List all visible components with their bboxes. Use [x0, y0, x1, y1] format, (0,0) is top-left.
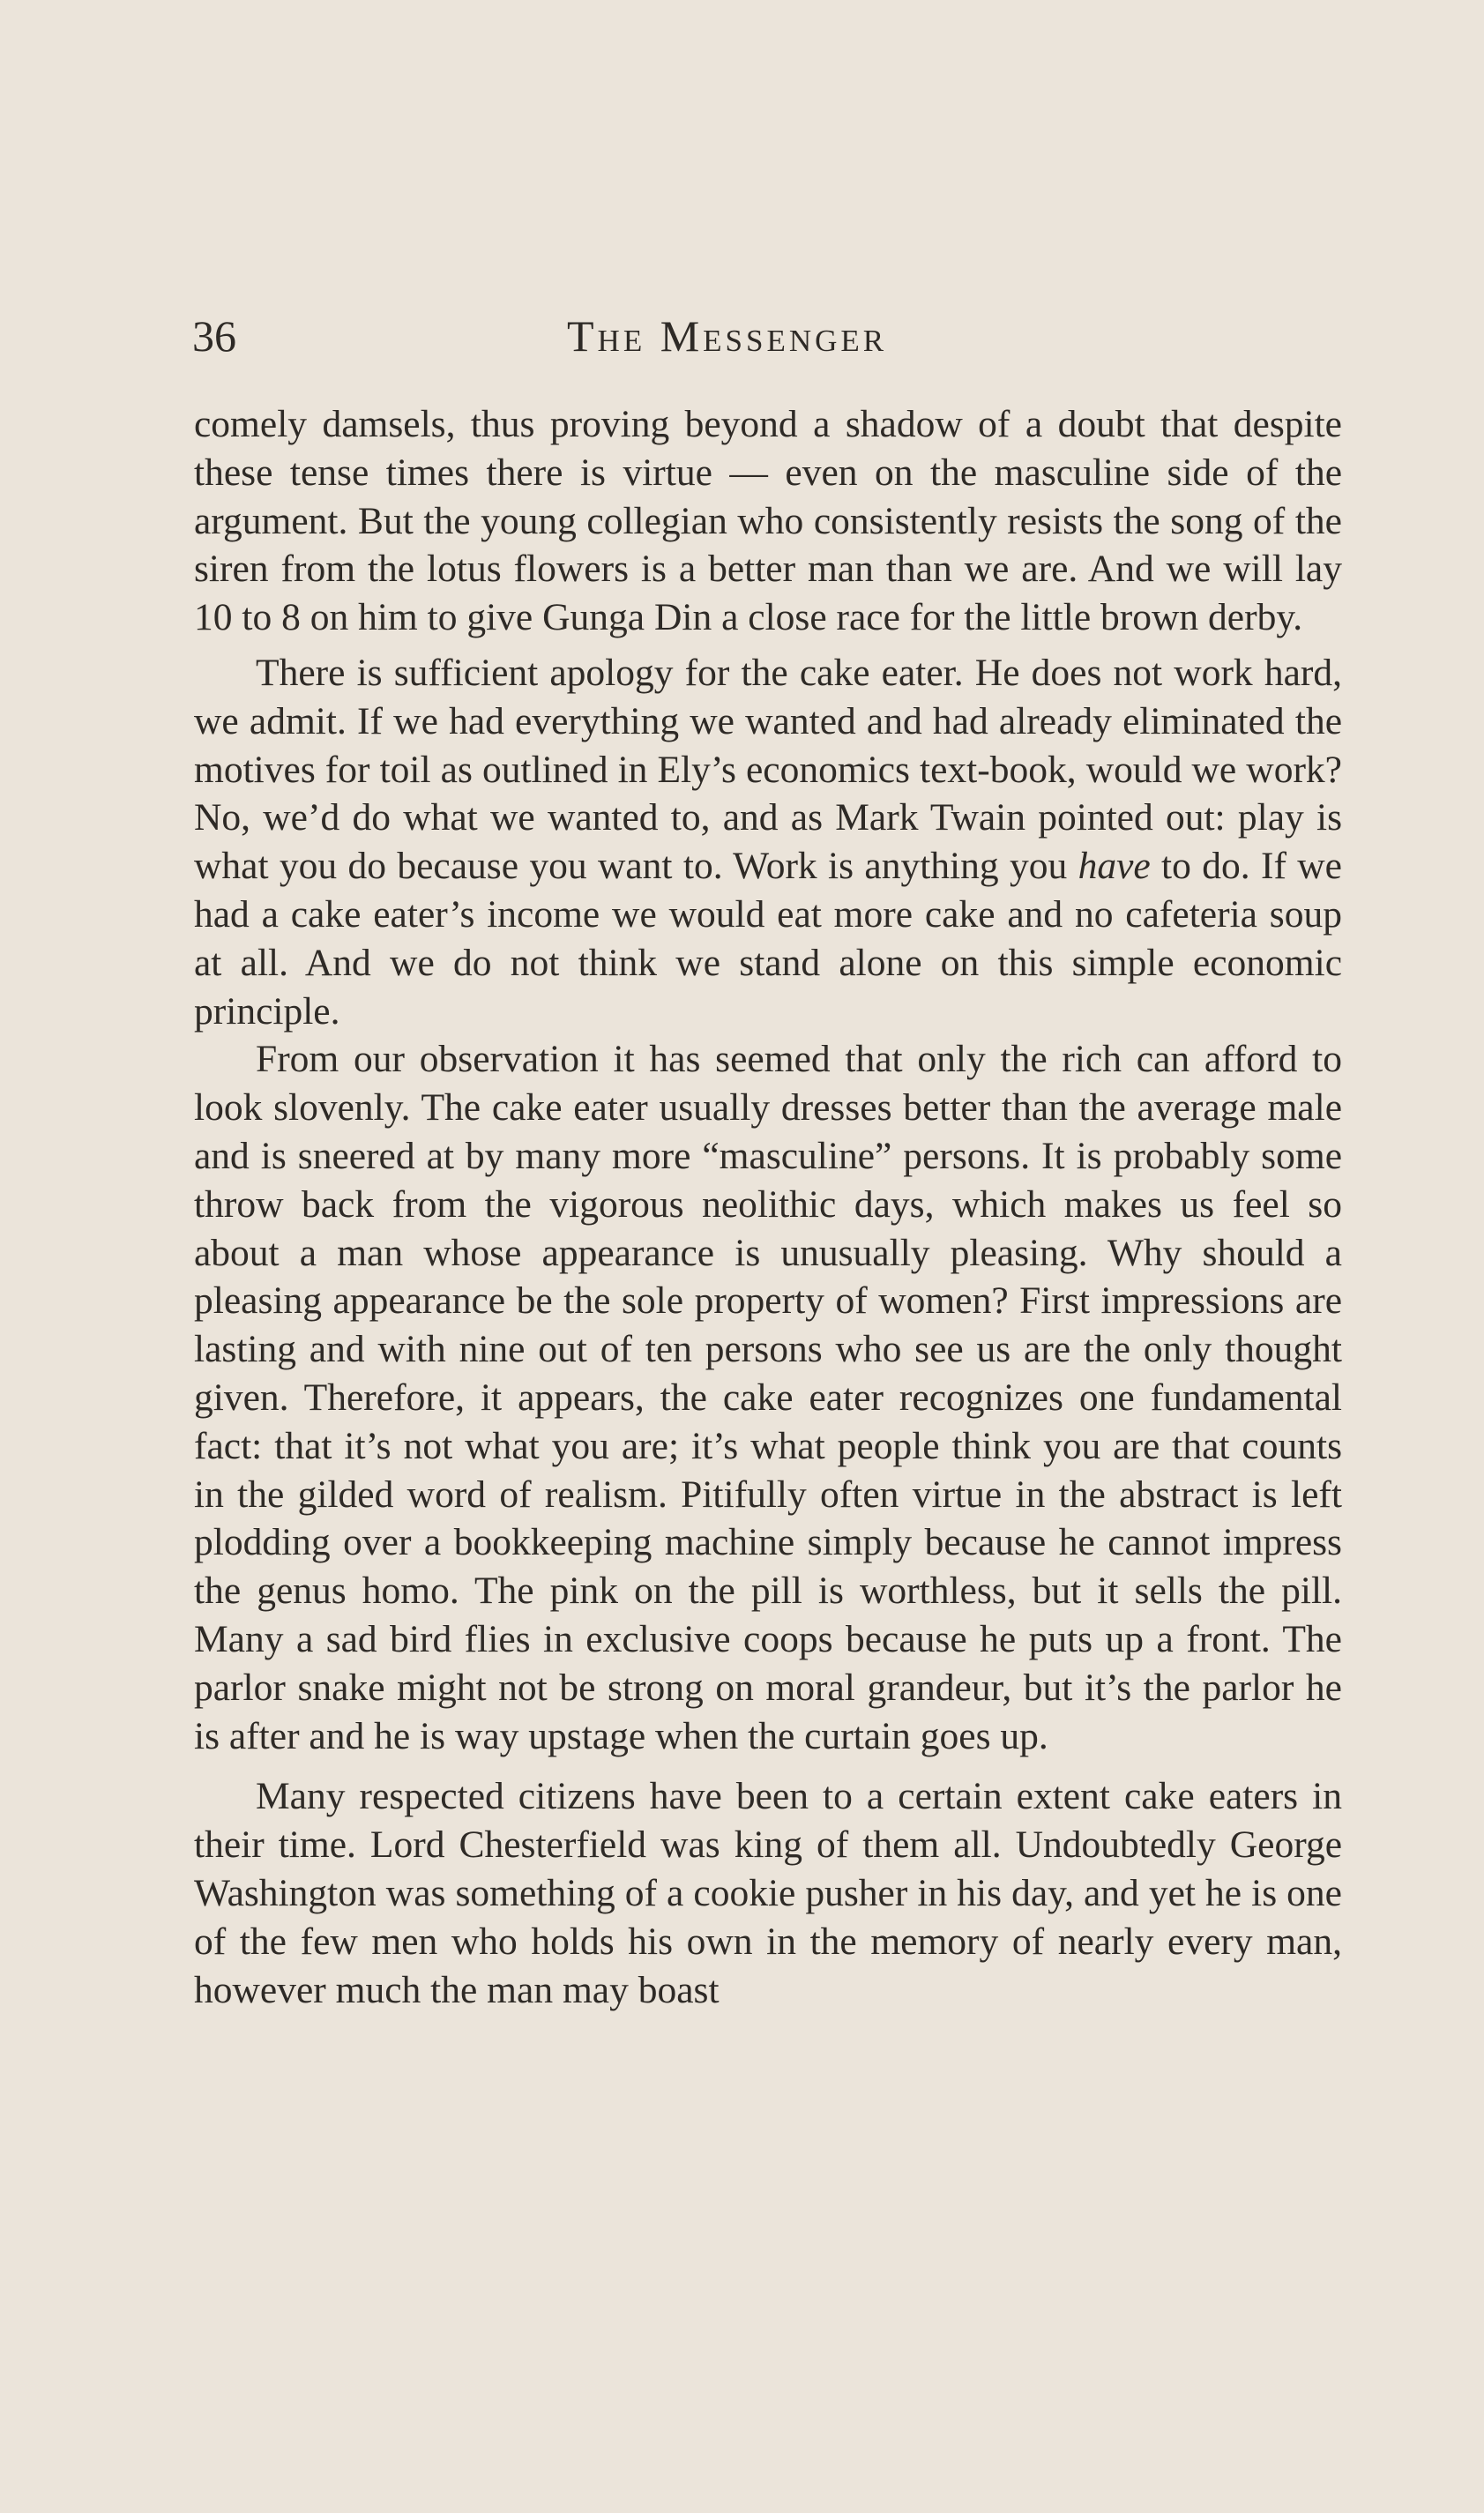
running-head [192, 305, 1342, 367]
paragraph-3: From our observation it has seemed that only the rich can afford to look slovenly. The cake eater usually dresses better than the average male and is sneered at by many more “masculine” persons. It is probably some throw back from the vigorous neolithic days, which makes us feel so about a man whose appearance is unusually pleasing. Why should a pleasing appearance be the sole property of women? First impressions are lasting and with nine out of ten persons who see us are the only thought given. Therefore, it appears, the cake eater recognizes one fundamental fact: that it’s not what you are; it’s what people think you are that counts in the gilded word of realism. Pitifully often virtue in the abstract is left plodding over a bookkeeping machine simply because he cannot impress the genus homo. The pink on the pill is worthless, but it sells the pill. Many a sad bird flies in exclusive coops because he puts up a front. The parlor snake might not be strong on moral grandeur, but it’s the parlor he is after and he is way upstage when the curtain goes up. [194, 1038, 1342, 1757]
paragraph-2-italic-word: have [1078, 845, 1151, 888]
paragraph-4: Many respected citizens have been to a certain extent cake eaters in their time. Lord Chesterfield was king of them all. Undoubtedly George Washington was something of a cookie pusher in his day, and yet he is one of the few men who holds his own in the memory of nearly every man, however much the man may boast [194, 1775, 1342, 2011]
body-text [194, 400, 1342, 2014]
paragraph-2-start: There is sufficient apology for the cake eater. He does not work hard, we admit. If we had everything we wanted and had already eliminated the motives for toil as outlined in Ely’s economics text-book, would we work? No, we’d do what we wanted to, and as Mark Twain pointed out: play is what you do because you want to. Work is anything you [194, 651, 1342, 888]
paragraph-2-end: to do. If we had a cake eater’s income we would eat more cake and no cafeteria soup at all. And we do not think we stand alone on this simple economic principle. [194, 845, 1342, 1033]
page-number: 36 [192, 311, 236, 361]
running-title: The Messenger [567, 311, 888, 361]
paragraph-2 [194, 649, 1342, 1035]
paragraph-1: comely damsels, thus proving beyond a shadow of a doubt that despite these tense times there is virtue — even on the masculine side of the argument. But the young collegian who consistently resists the song of the siren from the lotus flowers is a better man than we are. And we will lay 10 to 8 on him to give Gunga Din a close race for the little brown derby. [194, 403, 1342, 639]
